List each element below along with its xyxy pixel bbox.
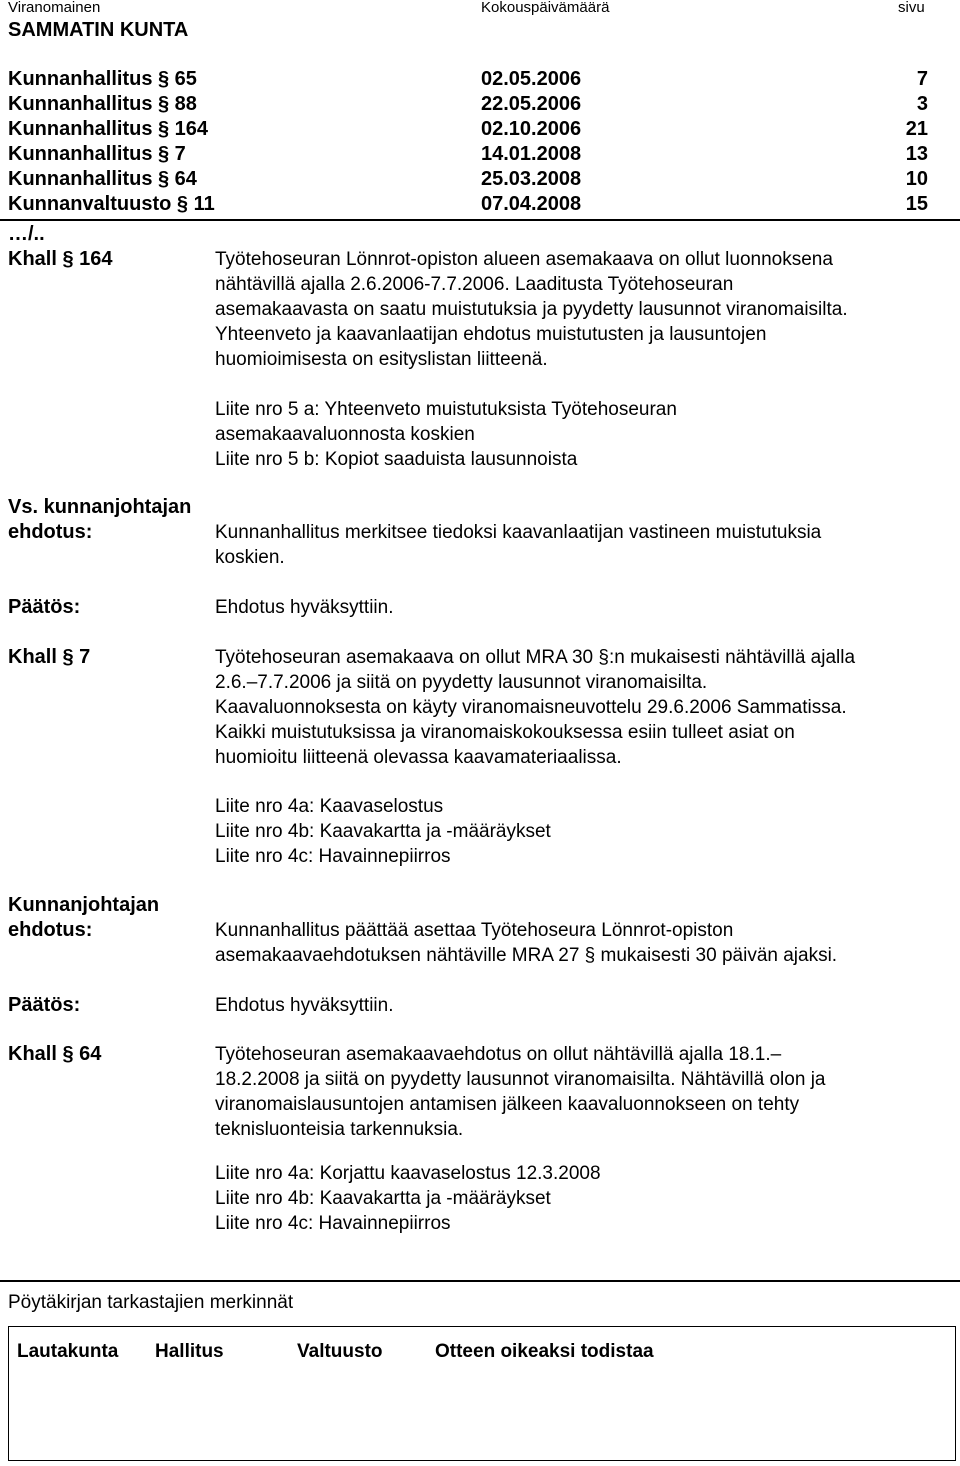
attachment-line: Liite nro 4c: Havainnepiirros [215,1213,451,1234]
section-label-khall-64: Khall § 64 [8,1043,102,1065]
decision-text: Ehdotus hyväksyttiin. [215,995,394,1016]
signature-column-board: Lautakunta [17,1341,119,1362]
proposal-label-line1: Kunnanjohtajan [8,894,160,916]
proposal-text [215,918,955,968]
minutes-reference-list [8,67,958,217]
text-line: Kunnanhallitus merkitsee tiedoksi kaavanlaatijan vastineen muistutuksia [215,522,822,543]
reviewers-notes-label: Pöytäkirjan tarkastajien merkinnät [8,1292,294,1313]
text-line: Kaavaluonnoksesta on käyty viranomaisneuvottelu 29.6.2006 Sammatissa. [215,697,847,718]
reference-date: 14.01.2008 [481,143,582,165]
attachment-line: Liite nro 4a: Korjattu kaavaselostus 12.3.2008 [215,1163,601,1184]
reference-body: Kunnanhallitus § 64 [8,168,197,190]
reference-row [8,192,958,217]
header-authority-label: Viranomainen [8,0,101,16]
reference-date: 22.05.2006 [481,93,582,115]
reference-body: Kunnanhallitus § 65 [8,68,197,90]
text-line: viranomaislausuntojen antamisen jälkeen kaavaluonnokseen on tehty [215,1094,800,1115]
signature-column-council: Valtuusto [297,1341,383,1362]
attachment-list-khall-164 [215,397,955,472]
reference-row [8,67,958,92]
text-line: Kunnanhallitus päättää asettaa Työtehoseura Lönnrot-opiston [215,920,734,941]
text-line: asemakaavaehdotuksen nähtäville MRA 27 § mukaisesti 30 päivän ajaksi. [215,945,838,966]
decision-label: Päätös: [8,994,81,1016]
text-line: Työtehoseuran Lönnrot-opiston alueen asemakaava on ollut luonnoksena [215,249,833,270]
section-body-khall-164 [215,247,955,372]
reference-page: 10 [905,168,928,190]
proposal-label-line2: ehdotus: [8,521,93,543]
text-line: 2.6.–7.7.2006 ja siitä on pyydetty lausunnot viranomaisilta. [215,672,708,693]
decision-text: Ehdotus hyväksyttiin. [215,597,394,618]
attachment-line: Liite nro 4a: Kaavaselostus [215,796,444,817]
reference-body: Kunnanhallitus § 164 [8,118,209,140]
reference-row [8,92,958,117]
reference-date: 25.03.2008 [481,168,582,190]
reference-row [8,117,958,142]
text-line: Yhteenveto ja kaavanlaatijan ehdotus muistutusten ja lausuntojen [215,324,767,345]
reference-date: 07.04.2008 [481,193,582,215]
divider [0,219,960,221]
reference-body: Kunnanvaltuusto § 11 [8,193,215,215]
text-line: Työtehoseuran asemakaavaehdotus on ollut nähtävillä ajalla 18.1.– [215,1044,782,1065]
reference-page: 21 [905,118,928,140]
signature-table [8,1326,956,1461]
section-body-khall-7 [215,645,955,770]
attachment-line: Liite nro 4b: Kaavakartta ja -määräykset [215,1188,551,1209]
attachment-line: asemakaavaluonnosta koskien [215,424,475,445]
text-line: teknisluonteisia tarkennuksia. [215,1119,464,1140]
section-body-khall-64 [215,1042,955,1142]
text-line: nähtävillä ajalla 2.6.2006-7.7.2006. Laaditusta Työtehoseuran [215,274,734,295]
decision-label: Päätös: [8,596,81,618]
reference-page: 15 [905,193,928,215]
reference-date: 02.10.2006 [481,118,582,140]
text-line: huomioitu liitteenä olevassa kaavamateriaalissa. [215,747,622,768]
reference-row [8,167,958,192]
signature-column-certification: Otteen oikeaksi todistaa [435,1341,654,1362]
text-line: 18.2.2008 ja siitä on pyydetty lausunnot viranomaisilta. Nähtävillä olon ja [215,1069,826,1090]
proposal-label-line1: Vs. kunnanjohtajan [8,496,192,518]
reference-body: Kunnanhallitus § 88 [8,93,197,115]
text-line: huomioimisesta on esityslistan liitteenä. [215,349,548,370]
proposal-label-line2: ehdotus: [8,919,93,941]
text-line: Kaikki muistutuksissa ja viranomaiskokouksessa esiin tulleet asiat on [215,722,795,743]
signature-column-government: Hallitus [155,1341,224,1362]
text-line: koskien. [215,547,285,568]
header-page-label: sivu [898,0,925,16]
reference-page: 7 [916,68,928,90]
section-label-khall-164: Khall § 164 [8,248,113,270]
proposal-text [215,520,955,570]
section-label-khall-7: Khall § 7 [8,646,91,668]
attachment-line: Liite nro 4b: Kaavakartta ja -määräykset [215,821,551,842]
reference-row [8,142,958,167]
reference-page: 13 [905,143,928,165]
attachment-list-khall-64 [215,1161,955,1236]
attachment-line: Liite nro 5 b: Kopiot saaduista lausunnoista [215,449,578,470]
attachment-list-khall-7 [215,794,955,869]
attachment-line: Liite nro 5 a: Yhteenveto muistutuksista Työtehoseuran [215,399,677,420]
text-line: asemakaavasta on saatu muistutuksia ja pyydetty lausunnot viranomaisilta. [215,299,848,320]
attachment-line: Liite nro 4c: Havainnepiirros [215,846,451,867]
text-line: Työtehoseuran asemakaava on ollut MRA 30 §:n mukaisesti nähtävillä ajalla [215,647,856,668]
header-meeting-date-label: Kokouspäivämäärä [481,0,610,16]
reference-body: Kunnanhallitus § 7 [8,143,186,165]
continuation-marker: …/.. [8,223,45,245]
reference-page: 3 [916,93,928,115]
footer-divider [0,1280,960,1282]
organization-name: SAMMATIN KUNTA [8,19,189,41]
reference-date: 02.05.2006 [481,68,582,90]
